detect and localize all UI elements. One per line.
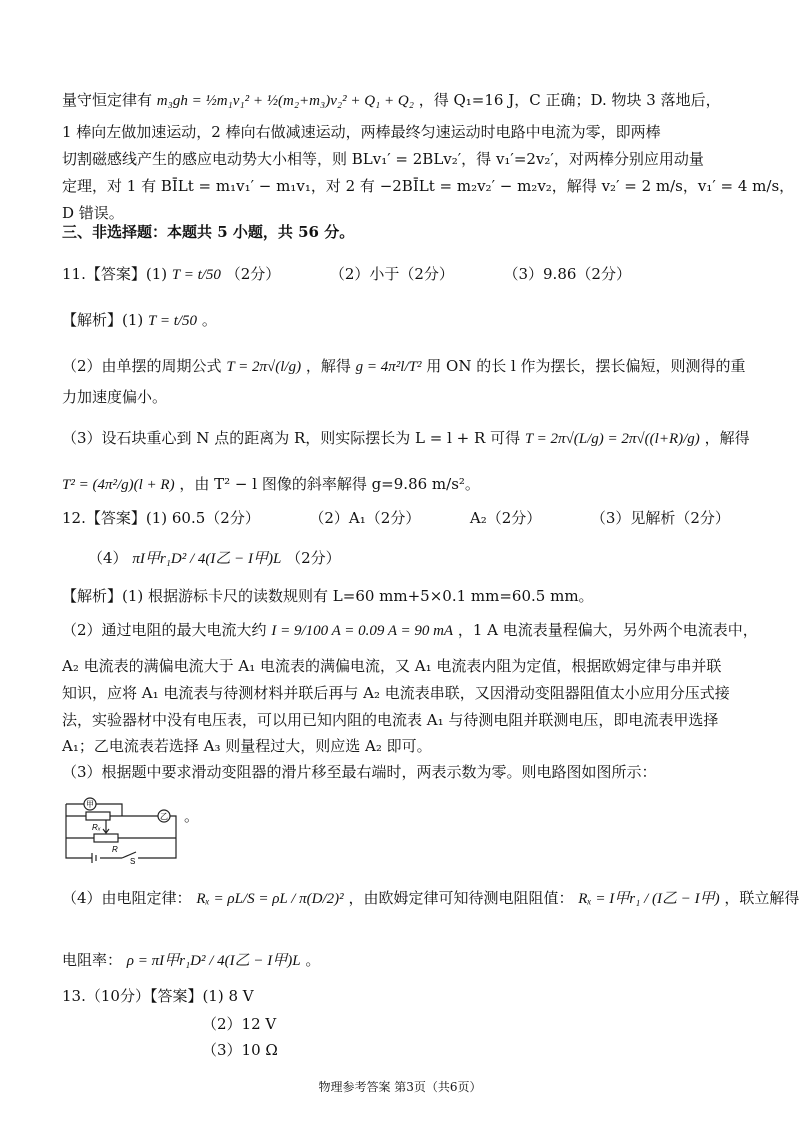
q11-jiexi-1 xyxy=(62,310,217,331)
text-fragment: ，由欧姆定律可知待测电阻阻值： xyxy=(348,889,574,907)
energy-formula: m₃gh = ½m₁v₁² + ½(m₂+m₃)v₂² + Q₁ + Q₂ xyxy=(156,93,414,109)
circuit-end-mark: 。 xyxy=(184,807,200,825)
q11-answer-line xyxy=(62,264,631,285)
switch-label: S xyxy=(130,857,136,865)
q12-answer-1: 12.【答案】(1) 60.5（2分） xyxy=(62,509,260,527)
gravity-formula: g = 4π²l/T² xyxy=(355,359,422,375)
q11-answer-label: 11.【答案】(1) xyxy=(62,265,168,283)
q12-answer-line xyxy=(62,508,730,528)
text-fragment: ，联立解得 xyxy=(724,889,800,907)
text-line-2: 1 棒向左做加速运动，2 棒向右做减速运动，两棒最终匀速运动时电路中电流为零，即两棒 xyxy=(62,123,661,141)
text-fragment: 。 xyxy=(305,951,321,969)
t-squared-formula: T² = (4π²/g)(l + R) xyxy=(62,477,175,493)
q12-answer-3: （3）见解析（2分） xyxy=(590,509,730,527)
text-line-5: D 错误。 xyxy=(62,204,124,222)
meter-a-label: 甲 xyxy=(86,800,94,809)
text-fragment: （3）设石块重心到 N 点的距离为 R，则实际摆长为 L = l + R 可得 xyxy=(62,429,521,447)
text-line-1 xyxy=(62,90,721,111)
page-footer: 物理参考答案 第3页（共6页） xyxy=(318,1080,482,1094)
jiexi-label: 【解析】(1) xyxy=(62,311,144,329)
text-line-4: 定理，对 1 有 BĪLt = m₁v₁′ − m₁v₁，对 2 有 −2BĪLt = m₂v₂′ − m₂v₂，解得 v₂′ = 2 m/s，v₁′ = 4 m/s， xyxy=(62,177,795,195)
text-fragment: ，由 T² − l 图像的斜率解得 g=9.86 m/s²。 xyxy=(179,475,480,493)
q11-answer-2: （2）小于（2分） xyxy=(329,265,454,283)
max-current-formula: I = 9/100 A = 0.09 A = 90 mA xyxy=(271,623,454,639)
text-line-3: 切割磁感线产生的感应电动势大小相等，则 BLv₁′ = 2BLv₂′，得 v₁′=2v₂′，对两棒分别应用动量 xyxy=(62,150,704,168)
q12-answer-2: （2）A₁（2分） xyxy=(309,509,421,527)
q11-jiexi-formula: T = t/50 xyxy=(148,313,198,329)
q11-jiexi-2b: 力加速度偏小。 xyxy=(62,388,168,406)
period-formula: T = 2π√(l/g) xyxy=(226,359,302,375)
q12-jiexi-2e: 法，实验器材中没有电压表，可以用已知内阻的电流表 A₁ 与待测电阻并联测电压，即电流表甲选择 xyxy=(62,711,719,729)
text-fragment: ，解得 xyxy=(704,429,750,447)
meter-b-label: 乙 xyxy=(160,812,168,821)
section-3-heading: 三、非选择题：本题共 5 小题，共 56 分。 xyxy=(62,223,355,241)
text-fragment: 电阻率： xyxy=(62,951,123,969)
text-fragment: 。 xyxy=(201,311,217,329)
text-fragment: （2）通过电阻的最大电流大约 xyxy=(62,621,267,639)
text-fragment: （4）由电阻定律： xyxy=(62,889,192,907)
q11-score-1: （2分） xyxy=(225,265,281,283)
q12-jiexi-3: （3）根据题中要求滑动变阻器的滑片移至最右端时，两表示数为零。则电路图如图所示： xyxy=(62,763,657,781)
q13-answer-3: （3）10 Ω xyxy=(202,1041,278,1059)
q11-jiexi-2 xyxy=(62,356,746,377)
q13-answer-1: 13.（10分）【答案】(1) 8 V xyxy=(62,987,254,1005)
q11-answer-formula: T = t/50 xyxy=(171,267,221,283)
corrected-period-formula: T = 2π√(L/g) = 2π√((l+R)/g) xyxy=(524,431,700,447)
rx-label: Rₓ xyxy=(92,823,101,832)
q11-jiexi-3b xyxy=(62,474,480,495)
text-fragment: （2）由单摆的周期公式 xyxy=(62,357,222,375)
q11-jiexi-3 xyxy=(62,428,750,449)
q12-answer-4 xyxy=(88,548,341,569)
q12-jiexi-2d: 知识，应将 A₁ 电流表与待测材料并联后再与 A₂ 电流表串联，又因滑动变阻器阻值太小应用分压式接 xyxy=(62,684,730,702)
resistivity-formula: πI甲r₁D² / 4(I乙 − I甲)L xyxy=(132,551,282,567)
q12-answer-2b: A₂（2分） xyxy=(469,509,542,527)
text-fragment: 用 ON 的长 l 作为摆长，摆长偏短，则测得的重 xyxy=(426,357,746,375)
circuit-diagram xyxy=(62,790,202,865)
q12-score-4: （2分） xyxy=(286,549,341,567)
text-fragment: ，解得 xyxy=(305,357,351,375)
q12-jiexi-2f: A₁；乙电流表若选择 A₃ 则量程过大，则应选 A₂ 即可。 xyxy=(62,737,432,755)
q12-jiexi-2c: A₂ 电流表的满偏电流大于 A₁ 电流表的满偏电流，又 A₁ 电流表内阻为定值，根据欧姆定律与串并联 xyxy=(62,657,722,675)
q11-answer-3: （3）9.86（2分） xyxy=(503,265,631,283)
q12-jiexi-4 xyxy=(62,888,799,909)
text-fragment: 量守恒定律有 xyxy=(62,91,153,109)
text-fragment: ，1 A 电流表量程偏大，另外两个电流表中， xyxy=(457,621,758,639)
ohm-law-formula: Rₓ = I甲r₁ / (I乙 − I甲) xyxy=(578,891,720,907)
q12-jiexi-4b xyxy=(62,950,320,971)
q12-jiexi-2 xyxy=(62,620,758,641)
r-label: R xyxy=(112,845,118,854)
resistivity-result-formula: ρ = πI甲r₁D² / 4(I乙 − I甲)L xyxy=(126,953,301,969)
text-fragment: ，得 Q₁=16 J，C 正确；D. 物块 3 落地后， xyxy=(418,91,721,109)
text-fragment: （4） xyxy=(88,549,128,567)
resistance-law-formula: Rₓ = ρL/S = ρL / π(D/2)² xyxy=(196,891,344,907)
q13-answer-2: （2）12 V xyxy=(202,1015,277,1033)
q12-jiexi-1: 【解析】(1) 根据游标卡尺的读数规则有 L=60 mm+5×0.1 mm=60.5 mm。 xyxy=(62,587,594,605)
